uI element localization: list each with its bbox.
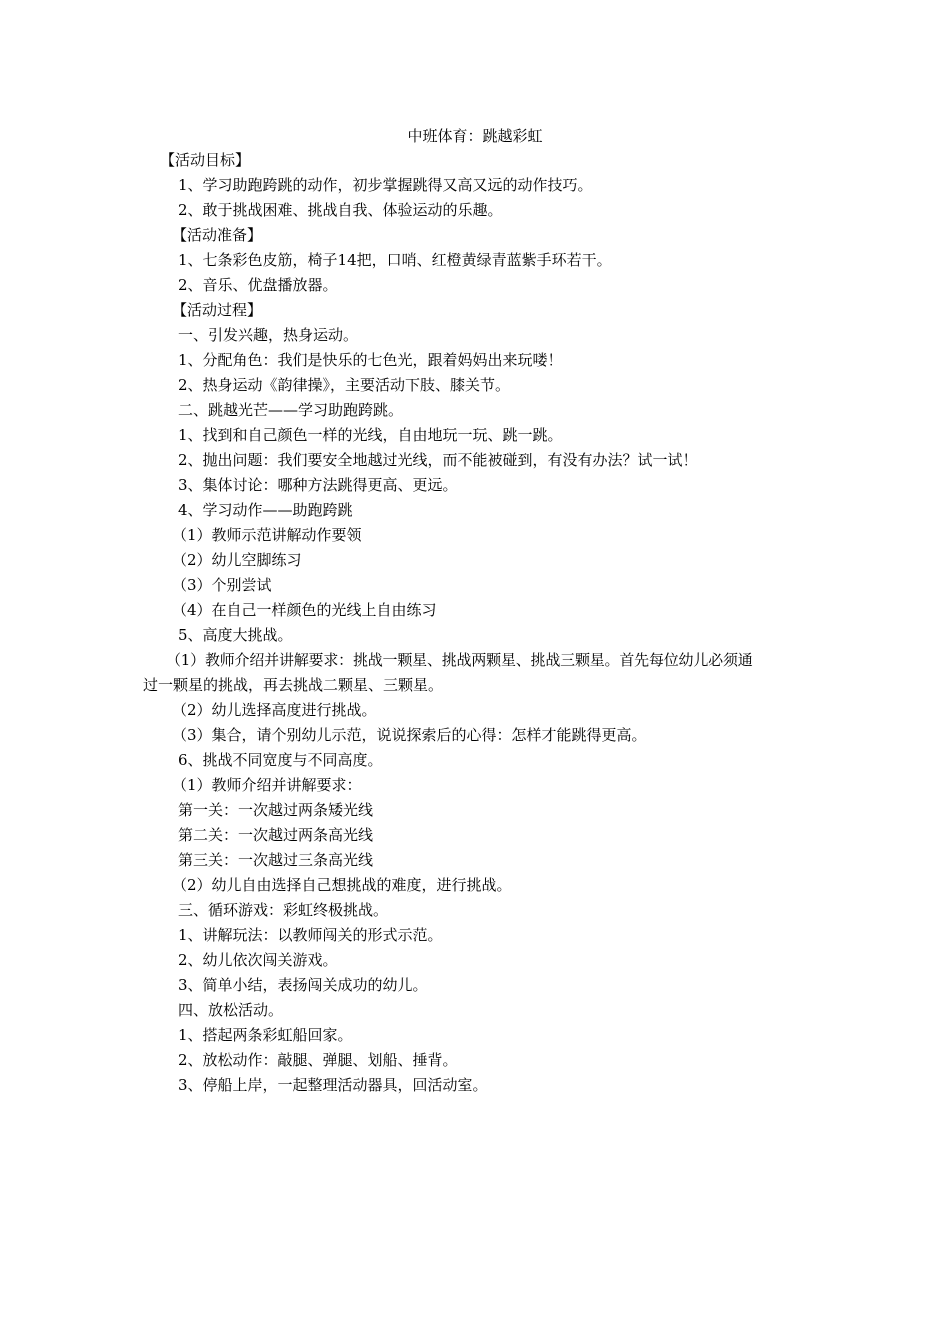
text-line: 6、挑战不同宽度与不同高度。	[178, 751, 383, 769]
text-line: 1、分配角色：我们是快乐的七色光，跟着妈妈出来玩喽！	[178, 351, 563, 369]
document-title: 中班体育：跳越彩虹	[407, 127, 543, 145]
text-line: 一、引发兴趣，热身运动。	[178, 326, 359, 344]
text-line: 2、敢于挑战困难、挑战自我、体验运动的乐趣。	[178, 201, 503, 219]
text-line: 1、学习助跑跨跳的动作，初步掌握跳得又高又远的动作技巧。	[178, 176, 593, 194]
text-line: 三、循环游戏：彩虹终极挑战。	[178, 901, 389, 919]
text-line: 5、高度大挑战。	[178, 626, 293, 644]
text-line: （4）在自己一样颜色的光线上自由练习	[172, 601, 437, 619]
text-line: 1、搭起两条彩虹船回家。	[178, 1026, 353, 1044]
text-line: （2）幼儿空脚练习	[172, 551, 302, 569]
text-line: （3）集合，请个别幼儿示范，说说探索后的心得：怎样才能跳得更高。	[172, 726, 647, 744]
section-heading-preparation: 【活动准备】	[172, 226, 263, 244]
text-line: 4、学习动作——助跑跨跳	[178, 501, 353, 519]
text-line: 2、热身运动《韵律操》，主要活动下肢、膝关节。	[178, 376, 511, 394]
text-line: 2、抛出问题：我们要安全地越过光线，而不能被碰到，有没有办法？试一试！	[178, 451, 698, 469]
text-line: 3、停船上岸，一起整理活动器具，回活动室。	[178, 1076, 488, 1094]
text-line: （2）幼儿选择高度进行挑战。	[172, 701, 377, 719]
text-line: 1、找到和自己颜色一样的光线，自由地玩一玩、跳一跳。	[178, 426, 563, 444]
text-line: 3、简单小结，表扬闯关成功的幼儿。	[178, 976, 428, 994]
text-line: 四、放松活动。	[178, 1001, 284, 1019]
section-heading-goals: 【活动目标】	[160, 151, 251, 169]
text-line: （1）教师示范讲解动作要领	[172, 526, 362, 544]
text-line: 第三关：一次越过三条高光线	[178, 851, 374, 869]
text-line: （1）教师介绍并讲解要求：挑战一颗星、挑战两颗星、挑战三颗星。首先每位幼儿必须通	[166, 651, 753, 669]
text-line: 3、集体讨论：哪种方法跳得更高、更远。	[178, 476, 458, 494]
text-line: 过一颗星的挑战，再去挑战二颗星、三颗星。	[143, 676, 444, 694]
text-line: 第一关：一次越过两条矮光线	[178, 801, 374, 819]
text-line: 1、讲解玩法：以教师闯关的形式示范。	[178, 926, 443, 944]
section-heading-process: 【活动过程】	[172, 301, 263, 319]
text-line: 第二关：一次越过两条高光线	[178, 826, 374, 844]
text-line: 2、幼儿依次闯关游戏。	[178, 951, 338, 969]
text-line: 1、七条彩色皮筋，椅子14把，口哨、红橙黄绿青蓝紫手环若干。	[178, 251, 612, 269]
text-line: 2、音乐、优盘播放器。	[178, 276, 338, 294]
text-line: （2）幼儿自由选择自己想挑战的难度，进行挑战。	[172, 876, 512, 894]
text-line: 二、跳越光芒——学习助跑跨跳。	[178, 401, 404, 419]
text-line: 2、放松动作：敲腿、弹腿、划船、捶背。	[178, 1051, 458, 1069]
text-line: （3）个别尝试	[172, 576, 272, 594]
text-line: （1）教师介绍并讲解要求：	[172, 776, 362, 794]
